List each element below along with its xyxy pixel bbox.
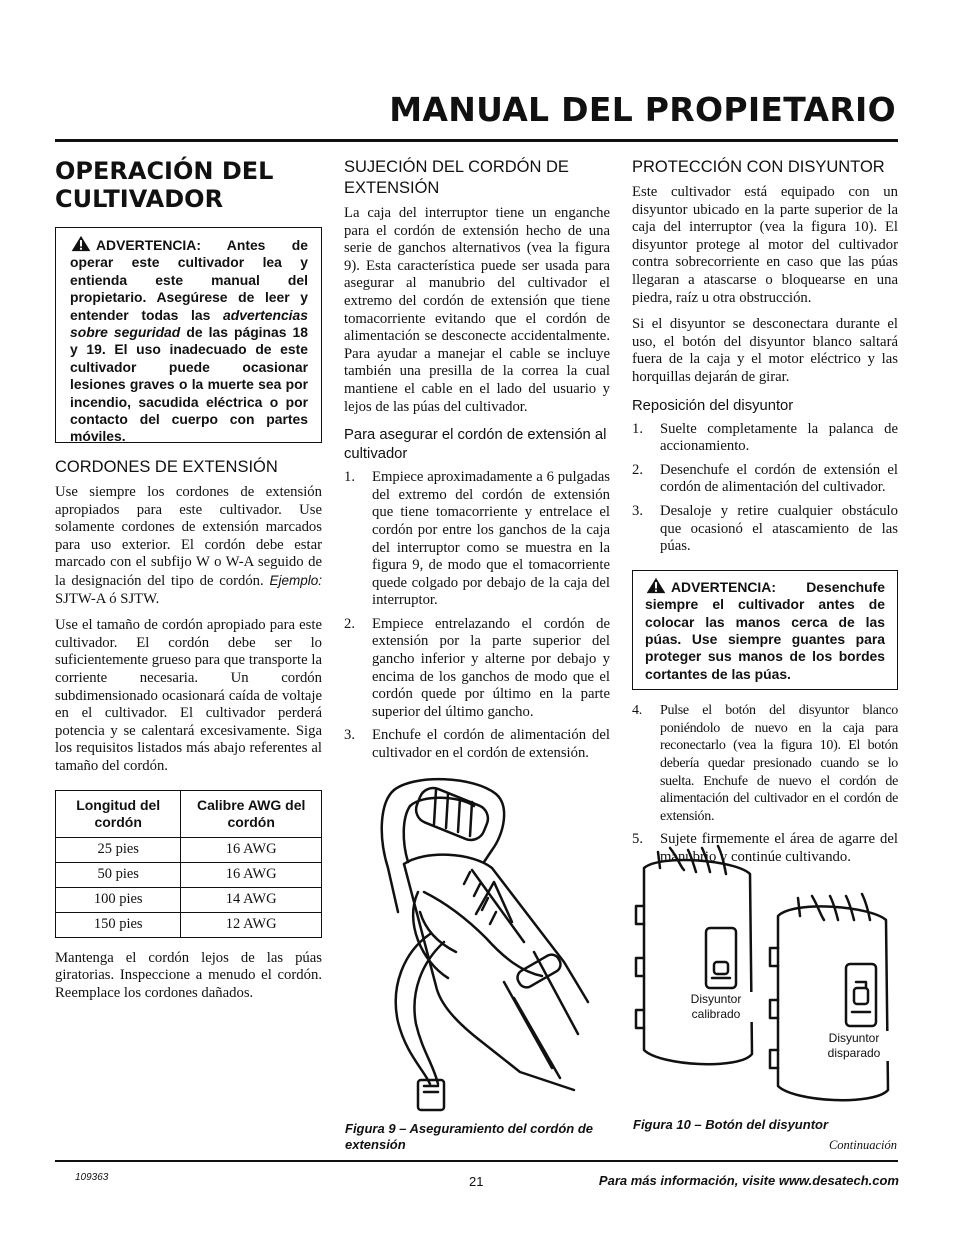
header-rule bbox=[55, 139, 898, 142]
label-breaker-calibrated: Disyuntor calibrado bbox=[676, 992, 756, 1022]
breaker-reset-steps-b bbox=[632, 702, 898, 866]
cord-size-table bbox=[55, 790, 322, 938]
page-number: 21 bbox=[469, 1174, 484, 1189]
table-cell: 150 pies bbox=[56, 912, 181, 937]
table-cell: 50 pies bbox=[56, 862, 181, 887]
footer-rule bbox=[55, 1160, 898, 1162]
page-title: MANUAL DEL PROPIETARIO bbox=[389, 90, 896, 129]
table-cell: 100 pies bbox=[56, 887, 181, 912]
cords-paragraph-2: Use el tamaño de cordón apropiado para este cultivador. El cordón debe ser lo suficientemente grueso para que transporte la corriente necesaria. Un cordón subdimensionado ocasionará caída de voltaje en el cultivador. El cultivador perderá potencia y se calentará excesivamente. Siga los requisitos listados más abajo referentes al tamaño del cordón. bbox=[55, 617, 322, 774]
figure-10-caption: Figura 10 – Botón del disyuntor bbox=[633, 1117, 829, 1132]
warning-triangle-icon bbox=[645, 577, 667, 594]
figure-10-illustration bbox=[630, 844, 900, 1109]
label-breaker-tripped: Disyuntor disparado bbox=[816, 1031, 892, 1061]
cords-paragraph-3: Mantenga el cordón lejos de las púas giratorias. Inspeccione a menudo el cordón. Reemplace los cordones dañados. bbox=[55, 949, 322, 1001]
table-cell: 14 AWG bbox=[181, 887, 322, 912]
list-item: 1. Empiece aproximadamente a 6 pulgadas del extremo del cordón de extensión que tiene tomacorriente y entrelace el cordón por entre los ganchos de la caja del interruptor como se muestra en la figura 9, de modo que el tomacorriente quede colgado por debajo de la caja del interruptor. bbox=[344, 469, 610, 609]
table-header-cell: Longitud del cordón bbox=[56, 790, 181, 837]
footer-info-link: Para más información, visite www.desatech.com bbox=[598, 1173, 899, 1188]
table-row bbox=[56, 837, 322, 862]
breaker-reset-subheading: Reposición del disyuntor bbox=[632, 397, 794, 414]
table-header-row bbox=[56, 790, 322, 837]
list-item: 2. Desenchufe el cordón de extensión el cordón de alimentación del cultivador. bbox=[632, 461, 898, 496]
table-cell: 16 AWG bbox=[181, 862, 322, 887]
continued-note: Continuación bbox=[828, 1138, 897, 1152]
table-row bbox=[56, 887, 322, 912]
table-row bbox=[56, 862, 322, 887]
warning-box: ADVERTENCIA: Antes de operar este cultivador lea y entienda este manual del propietario. Asegúrese de leer y entender todas las advertencias sobre seguridad de las páginas 18 y 19. El uso inadecuado de este cultivador puede ocasionar lesiones graves o la muerte sea por incendio, sacudida eléctrica o por contacto del cuerpo con partes móviles. bbox=[55, 227, 322, 443]
extension-cord-heading: SUJECIÓN DEL CORDÓN DE EXTENSIÓN bbox=[344, 158, 569, 197]
list-item: 2. Empiece entrelazando el cordón de extensión por la parte superior del gancho inferior y alterne por debajo y encima de los ganchos de modo que el cordón quede por último en la parte superior del último gancho. bbox=[344, 615, 610, 720]
secure-cord-steps bbox=[344, 469, 610, 763]
table-cell: 16 AWG bbox=[181, 837, 322, 862]
cords-paragraph-1: Use siempre los cordones de extensión apropiados para este cultivador. Use solamente cordones de extensión marcados para uso exterior. El cordón debe estar marcado con el subfijo W o W-A seguido de la designación del tipo de cordón. Ejemplo: SJTW-A ó SJTW. bbox=[55, 484, 322, 607]
list-item: 1. Suelte completamente la palanca de accionamiento. bbox=[632, 420, 898, 455]
table-header-cell: Calibre AWG del cordón bbox=[181, 790, 322, 837]
list-item: 4. Pulse el botón del disyuntor blanco poniéndolo de nuevo en la caja para reconectarlo (vea la figura 10). El botón debería quedar presionado cuando se lo suelta. Enchufe de nuevo el cordón de alimentación del cultivador en el cordón de extensión. bbox=[632, 703, 898, 824]
section-title: OPERACIÓN DEL CULTIVADOR bbox=[55, 157, 274, 213]
breaker-heading: PROTECCIÓN CON DISYUNTOR bbox=[632, 158, 885, 176]
table-cell: 25 pies bbox=[56, 837, 181, 862]
document-code: 109363 bbox=[75, 1172, 109, 1183]
warning-triangle-icon bbox=[70, 235, 92, 252]
secure-cord-subheading: Para asegurar el cordón de extensión al cultivador bbox=[344, 427, 607, 463]
breaker-paragraph-1: Este cultivador está equipado con un disyuntor ubicado en la parte superior de la caja del interruptor (vea la figura 10). El disyuntor protege al motor del cultivador contra sobrecorriente en caso que las púas llegaran a atascarse o bloquearse en una piedra, raíz u otra obstrucción. bbox=[632, 184, 898, 306]
table-row bbox=[56, 912, 322, 937]
list-item: 5. Sujete firmemente el área de agarre del manubrio y continúe cultivando. bbox=[632, 831, 898, 865]
list-item: 3. Enchufe el cordón de alimentación del cultivador en el cordón de extensión. bbox=[344, 727, 610, 762]
column-middle bbox=[344, 157, 610, 771]
extension-paragraph: La caja del interruptor tiene un enganche para el cordón de extensión hecho de una serie de ganchos alternativos (vea la figura 9). Esta característica puede ser usada para asegurar al manubrio del cultivador el extremo del cordón de extensión que tiene tomacorriente evitando que el cordón de alimentación se desconecte accidentalmente. Para ayudar a manejar el cable se incluye también una presilla de la correa la cual mantiene el cable en el lado del usuario y lejos de las púas del cultivador. bbox=[344, 205, 610, 415]
list-item: 3. Desaloje y retire cualquier obstáculo que ocasionó el atascamiento de las púas. bbox=[632, 502, 898, 555]
column-left bbox=[55, 157, 322, 1011]
figure-9-caption: Figura 9 – Aseguramiento del cordón de extensión bbox=[345, 1121, 594, 1152]
table-cell: 12 AWG bbox=[181, 912, 322, 937]
breaker-reset-steps-a bbox=[632, 421, 898, 556]
column-right bbox=[632, 157, 898, 874]
breaker-paragraph-2: Si el disyuntor se desconectara durante el uso, el botón del disyuntor blanco saltará fuera de la caja y el motor eléctrico y las horquillas dejarán de girar. bbox=[632, 316, 898, 385]
figure-9-illustration bbox=[364, 772, 590, 1117]
cords-heading: CORDONES DE EXTENSIÓN bbox=[55, 458, 278, 476]
warning-box-2: ADVERTENCIA: Desenchufe siempre el cultivador antes de colocar las manos cerca de las púas. Use siempre guantes para proteger sus manos de los bordes cortantes de las púas. bbox=[632, 570, 898, 690]
